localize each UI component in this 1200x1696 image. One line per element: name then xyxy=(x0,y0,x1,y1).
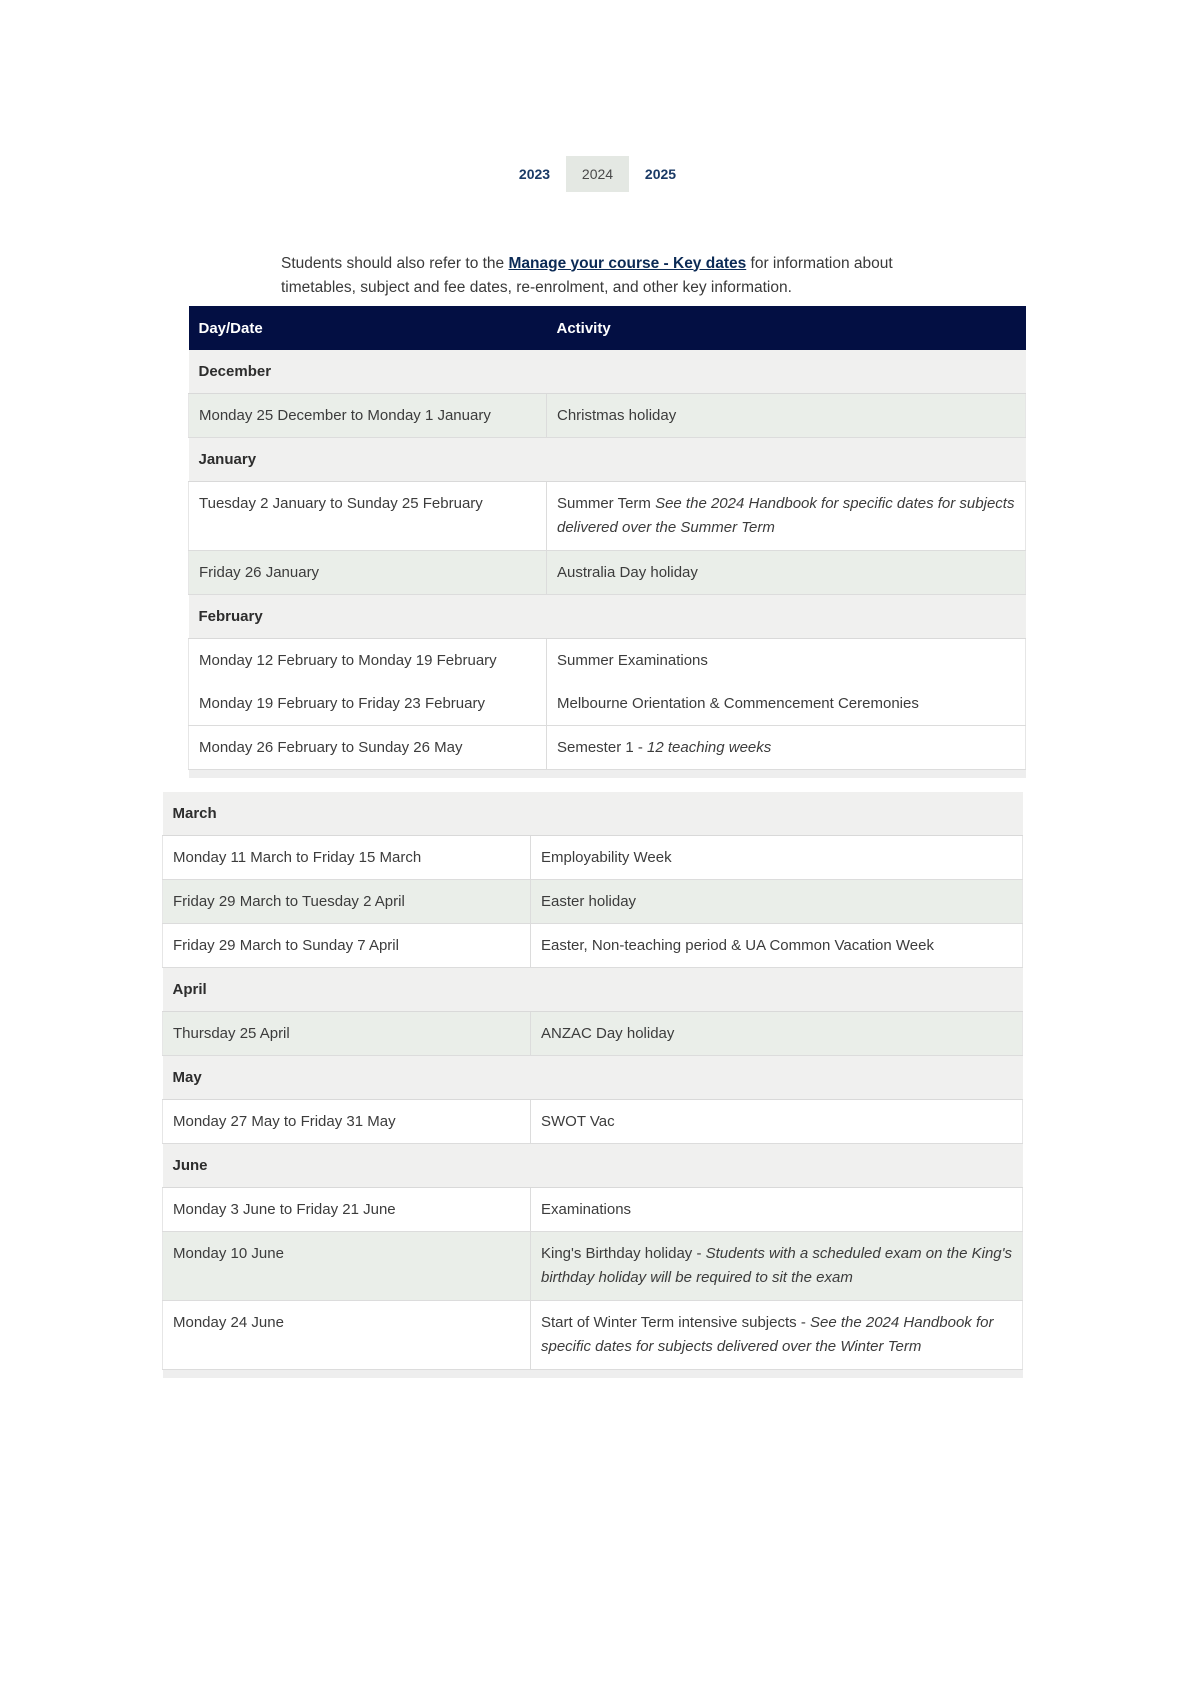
date-cell: Monday 27 May to Friday 31 May xyxy=(163,1100,531,1144)
month-row-june xyxy=(163,1144,1023,1188)
activity-cell: SWOT Vac xyxy=(531,1100,1023,1144)
activity-cell: Australia Day holiday xyxy=(547,551,1026,595)
date-cell: Monday 19 February to Friday 23 February xyxy=(189,682,547,726)
month-label: March xyxy=(163,792,1023,836)
date-cell: Monday 26 February to Sunday 26 May xyxy=(189,726,547,770)
table-row xyxy=(163,1188,1023,1232)
intro-text xyxy=(281,252,921,300)
date-cell: Friday 29 March to Sunday 7 April xyxy=(163,924,531,968)
month-row-december xyxy=(189,350,1026,394)
table-row xyxy=(163,924,1023,968)
tab-2023[interactable]: 2023 xyxy=(518,166,551,182)
table-row xyxy=(163,880,1023,924)
table-row xyxy=(163,1100,1023,1144)
table-row xyxy=(163,836,1023,880)
table-row xyxy=(163,1301,1023,1370)
date-cell: Friday 29 March to Tuesday 2 April xyxy=(163,880,531,924)
activity-cell: Christmas holiday xyxy=(547,394,1026,438)
month-row-february xyxy=(189,595,1026,639)
date-cell: Monday 25 December to Monday 1 January xyxy=(189,394,547,438)
activity-cell: Examinations xyxy=(531,1188,1023,1232)
activity-text: Summer Term xyxy=(557,495,656,512)
activity-text: King's Birthday holiday - xyxy=(541,1245,706,1262)
activity-note: See the 2024 Handbook for specific dates for subjects delivered over the Summer Term xyxy=(557,495,1015,536)
header-activity: Activity xyxy=(547,306,1026,350)
activity-note: See the 2024 Handbook for specific dates for subjects delivered over the Winter Term xyxy=(541,1314,994,1355)
month-label: June xyxy=(163,1144,1023,1188)
table-row xyxy=(189,394,1026,438)
month-label: February xyxy=(189,595,1026,639)
activity-cell: Summer Examinations xyxy=(547,639,1026,683)
table-row xyxy=(163,1012,1023,1056)
table-end-strip xyxy=(163,1370,1023,1379)
table-row xyxy=(189,482,1026,551)
activity-cell xyxy=(547,482,1026,551)
key-dates-link[interactable]: Manage your course - Key dates xyxy=(508,254,747,272)
table-row xyxy=(189,682,1026,726)
activity-cell: ANZAC Day holiday xyxy=(531,1012,1023,1056)
date-cell: Monday 10 June xyxy=(163,1232,531,1301)
month-row-january xyxy=(189,438,1026,482)
table-header-row xyxy=(189,306,1026,350)
key-dates-table-part-1 xyxy=(188,306,1026,778)
table-row xyxy=(163,1232,1023,1301)
month-row-may xyxy=(163,1056,1023,1100)
tab-2025[interactable]: 2025 xyxy=(644,166,677,182)
header-day-date: Day/Date xyxy=(189,306,547,350)
date-cell: Monday 11 March to Friday 15 March xyxy=(163,836,531,880)
activity-cell: Easter holiday xyxy=(531,880,1023,924)
activity-cell: Employability Week xyxy=(531,836,1023,880)
month-label: January xyxy=(189,438,1026,482)
date-cell: Thursday 25 April xyxy=(163,1012,531,1056)
activity-note: 12 teaching weeks xyxy=(647,739,772,756)
end-strip-cell xyxy=(163,1370,1023,1379)
date-cell: Tuesday 2 January to Sunday 25 February xyxy=(189,482,547,551)
activity-cell xyxy=(547,726,1026,770)
date-cell: Monday 3 June to Friday 21 June xyxy=(163,1188,531,1232)
month-label: April xyxy=(163,968,1023,1012)
date-cell: Friday 26 January xyxy=(189,551,547,595)
table-row xyxy=(189,639,1026,683)
end-strip-cell xyxy=(189,770,1026,779)
activity-note: Students with a scheduled exam on the King's birthday holiday will be required to sit the exam xyxy=(541,1245,1013,1286)
table-row xyxy=(189,726,1026,770)
date-cell: Monday 24 June xyxy=(163,1301,531,1370)
month-row-april xyxy=(163,968,1023,1012)
month-label: May xyxy=(163,1056,1023,1100)
key-dates-table-part-2 xyxy=(162,792,1023,1378)
activity-cell xyxy=(531,1301,1023,1370)
month-row-march xyxy=(163,792,1023,836)
activity-cell: Easter, Non-teaching period & UA Common Vacation Week xyxy=(531,924,1023,968)
table-end-strip xyxy=(189,770,1026,779)
month-label: December xyxy=(189,350,1026,394)
tab-2024[interactable]: 2024 xyxy=(566,156,629,192)
date-cell: Monday 12 February to Monday 19 February xyxy=(189,639,547,683)
activity-cell: Melbourne Orientation & Commencement Ceremonies xyxy=(547,682,1026,726)
intro-before: Students should also refer to the xyxy=(281,254,509,272)
intro-after: for information about timetables, subject and fee dates, re-enrolment, and other key information. xyxy=(281,254,893,296)
year-tabs xyxy=(503,156,692,192)
activity-text: Semester 1 - xyxy=(557,739,648,756)
activity-text: Start of Winter Term intensive subjects - xyxy=(541,1314,810,1331)
activity-cell xyxy=(531,1232,1023,1301)
table-row xyxy=(189,551,1026,595)
